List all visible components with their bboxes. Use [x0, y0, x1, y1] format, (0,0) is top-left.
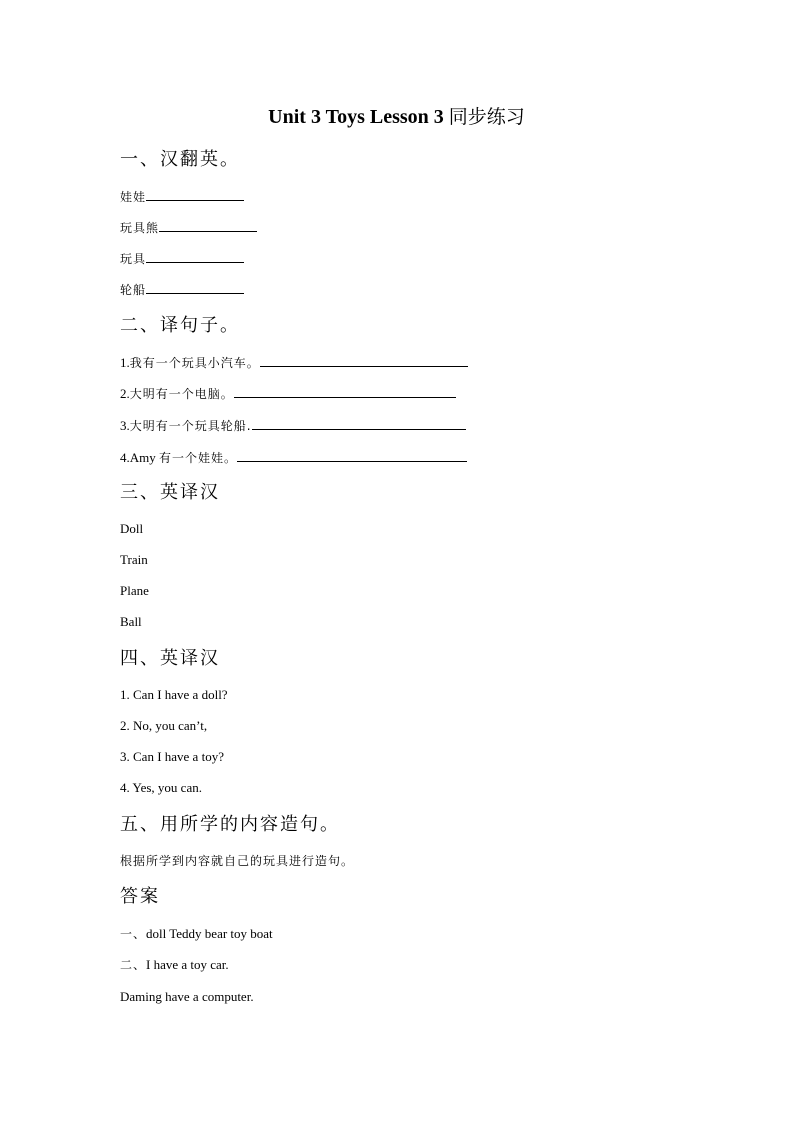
section4-heading: 四、英译汉 — [120, 648, 220, 669]
s3-item: Train — [120, 552, 148, 567]
section5-heading: 五、用所学的内容造句。 — [120, 814, 340, 835]
answer-blank[interactable] — [237, 448, 467, 462]
s3-item: Doll — [120, 521, 144, 536]
answer-blank[interactable] — [146, 187, 244, 201]
s2-item: 3.大明有一个玩具轮船. — [120, 416, 466, 435]
s5-instruction: 根据所学到内容就自己的玩具进行造句。 — [120, 854, 355, 868]
answers-heading: 答案 — [120, 886, 160, 907]
s2-item: 2.大明有一个电脑。 — [120, 384, 456, 403]
answer-blank[interactable] — [146, 280, 244, 294]
title-cn: 同步练习 — [448, 106, 525, 128]
s4-item: 4. Yes, you can. — [120, 780, 202, 795]
section3-heading: 三、英译汉 — [120, 482, 220, 503]
s1-item: 玩具熊 — [120, 218, 257, 237]
section2-heading: 二、译句子。 — [120, 315, 240, 336]
title-en: Unit 3 Toys Lesson 3 — [268, 106, 449, 128]
answer-blank[interactable] — [252, 416, 466, 430]
s4-item: 1. Can I have a doll? — [120, 687, 228, 702]
s1-item: 轮船 — [120, 280, 244, 299]
s1-item: 娃娃 — [120, 187, 244, 206]
s3-item: Plane — [120, 583, 149, 598]
s3-item: Ball — [120, 614, 142, 629]
answer-line-1: 一、doll Teddy bear toy boat — [120, 926, 273, 941]
answer-blank[interactable] — [159, 218, 257, 232]
answer-line-2: 二、I have a toy car. — [120, 957, 229, 972]
answer-blank[interactable] — [146, 249, 244, 263]
page-title — [0, 103, 793, 131]
s1-item: 玩具 — [120, 249, 244, 268]
s4-item: 3. Can I have a toy? — [120, 749, 224, 764]
s2-item: 4.Amy 有一个娃娃。 — [120, 448, 467, 467]
section1-heading: 一、汉翻英。 — [120, 149, 240, 170]
s4-item: 2. No, you can’t, — [120, 718, 208, 733]
answer-line-3: Daming have a computer. — [120, 989, 254, 1004]
answer-blank[interactable] — [234, 384, 456, 398]
s2-item: 1.我有一个玩具小汽车。 — [120, 353, 468, 372]
answer-blank[interactable] — [260, 353, 468, 367]
